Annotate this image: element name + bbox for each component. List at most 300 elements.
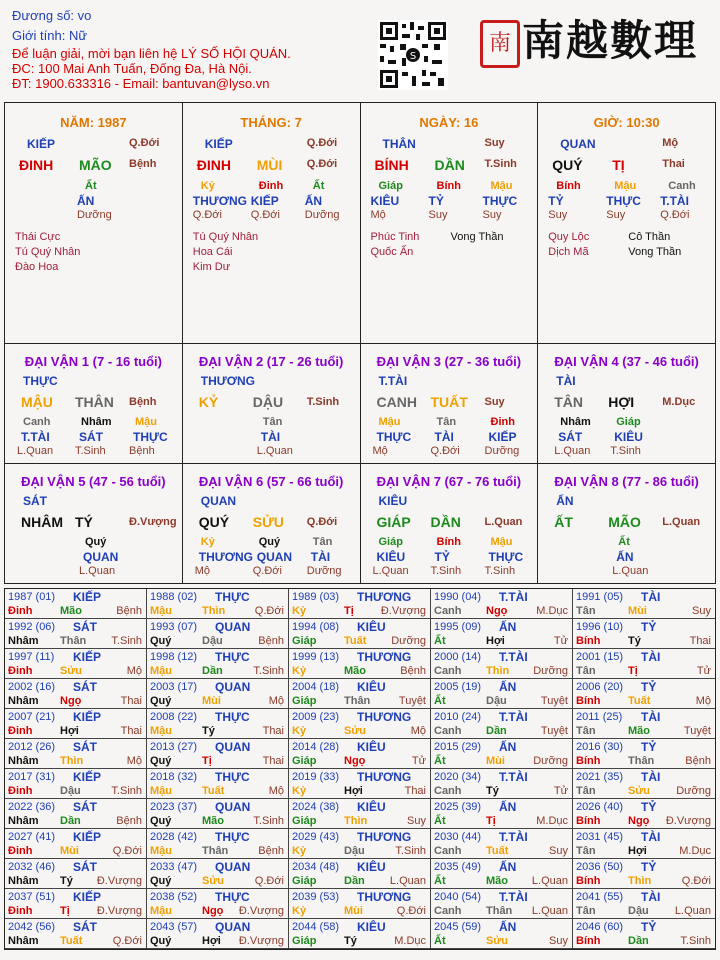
- year-stem: Đinh: [8, 665, 33, 677]
- year-stem: Ất: [434, 815, 446, 827]
- year-cell: [573, 649, 715, 679]
- year-stem: Canh: [434, 665, 462, 677]
- dai-van-hidden-relation: Q.Đới: [430, 445, 460, 457]
- year-stage: Đ.Vượng: [238, 905, 284, 917]
- year-cell: [289, 679, 431, 709]
- pillar-relation: Suy: [484, 137, 505, 149]
- hidden-thap: TỶ: [548, 194, 564, 208]
- year-stage: Q.Đới: [254, 875, 284, 887]
- year-cell: [431, 739, 573, 769]
- year-stem: Tân: [576, 905, 596, 917]
- dai-van-hidden-stem: Bính: [436, 536, 461, 548]
- dai-van-hidden-thap: THƯƠNG: [198, 550, 253, 564]
- year-label: 2024 (38): [292, 801, 340, 813]
- year-branch: Tuất: [344, 635, 367, 647]
- year-thap: ẤN: [499, 740, 517, 754]
- year-cell: [5, 619, 147, 649]
- year-label: 2000 (14): [434, 651, 482, 663]
- dai-van-1: [5, 344, 183, 463]
- year-label: 2026 (40): [576, 801, 624, 813]
- earthly-branch: MÙI: [256, 157, 283, 173]
- dai-van-hidden-relation: L.Quan: [612, 565, 649, 577]
- year-stem: Giáp: [292, 815, 317, 827]
- year-cell: [5, 799, 147, 829]
- gender-label: Giới tính:: [12, 28, 66, 43]
- dai-van-hidden-relation: Dưỡng: [306, 565, 342, 577]
- year-thap: SÁT: [73, 620, 97, 634]
- year-stage: Bệnh: [258, 635, 284, 647]
- year-stem: Quý: [150, 695, 172, 707]
- dai-van-hidden-thap: THỰC: [376, 430, 412, 444]
- year-branch: Tuất: [486, 845, 509, 857]
- year-label: 2001 (15): [576, 651, 624, 663]
- year-stem: Bính: [576, 635, 601, 647]
- year-cell: [147, 769, 289, 799]
- year-thap: KIÊU: [357, 620, 386, 634]
- year-cell: [573, 799, 715, 829]
- year-cell: [147, 589, 289, 619]
- year-cell: [147, 859, 289, 889]
- year-thap: T.TÀI: [499, 650, 528, 664]
- year-label: 1993 (07): [150, 621, 198, 633]
- year-thap: KIÊU: [357, 860, 386, 874]
- dai-van-stage: T.Sinh: [306, 396, 340, 408]
- year-thap: TỶ: [641, 620, 657, 634]
- year-thap: QUAN: [215, 620, 251, 634]
- year-branch: Mùi: [60, 845, 79, 857]
- dai-van-stem: MẬU: [21, 394, 53, 410]
- hidden-thap: ẤN: [77, 194, 95, 208]
- dai-van-stage: Đ.Vượng: [129, 516, 177, 528]
- pillar-title: NĂM: 1987: [60, 115, 127, 130]
- year-stem: Quý: [150, 875, 172, 887]
- year-thap: ẤN: [499, 620, 517, 634]
- year-stem: Nhâm: [8, 875, 39, 887]
- year-stage: Đ.Vượng: [238, 935, 284, 947]
- year-thap: KIÊU: [357, 680, 386, 694]
- dai-van-hidden-thap: KIẾP: [488, 430, 517, 444]
- dai-van-title: ĐẠI VẬN 1 (7 - 16 tuổi): [24, 354, 162, 369]
- year-branch: Dần: [628, 935, 649, 947]
- year-cell: [5, 649, 147, 679]
- year-branch: Thân: [344, 695, 371, 707]
- year-branch: Hợi: [202, 935, 221, 947]
- dai-van-hidden-thap: TÀI: [260, 430, 281, 444]
- star-left: Thái Cực: [15, 231, 61, 243]
- year-cell: [289, 709, 431, 739]
- subject-value: vo: [77, 8, 92, 23]
- year-label: 2034 (48): [292, 861, 340, 873]
- year-stem: Kỷ: [292, 785, 307, 797]
- star-left: Đào Hoa: [15, 261, 59, 273]
- year-branch: Dần: [344, 875, 365, 887]
- hidden-relation: Mộ: [370, 209, 386, 221]
- year-label: 2028 (42): [150, 831, 198, 843]
- year-stage: M.Dục: [394, 935, 426, 947]
- year-cell: [431, 589, 573, 619]
- pillars-row: [5, 103, 715, 344]
- year-thap: KIÊU: [357, 800, 386, 814]
- dai-van-thap: THỰC: [23, 374, 58, 388]
- year-stage: T.Sinh: [680, 935, 711, 947]
- year-stem: Tân: [576, 725, 596, 737]
- year-stage: Q.Đới: [112, 935, 142, 947]
- year-label: 1987 (01): [8, 591, 56, 603]
- contact-line: Để luận giải, mời bạn liên hệ LÝ SỐ HỘI QUÁN.: [12, 46, 291, 61]
- year-cell: [431, 859, 573, 889]
- year-label: 1990 (04): [434, 591, 482, 603]
- year-label: 2043 (57): [150, 921, 198, 933]
- year-cell: [5, 739, 147, 769]
- year-stage: Mộ: [268, 785, 284, 797]
- hidden-stem: Bính: [436, 180, 461, 192]
- year-stage: Thai: [689, 635, 711, 647]
- year-thap: QUAN: [215, 800, 251, 814]
- year-stem: Canh: [434, 905, 462, 917]
- year-branch: Tuất: [202, 785, 225, 797]
- year-cell: [289, 589, 431, 619]
- year-stage: Mộ: [695, 695, 711, 707]
- year-thap: KIẾP: [73, 590, 102, 604]
- year-label: 2039 (53): [292, 891, 340, 903]
- year-stem: Kỷ: [292, 665, 307, 677]
- year-stem: Quý: [150, 755, 172, 767]
- star-left: Phúc Tinh: [370, 231, 420, 243]
- year-thap: THỰC: [215, 890, 250, 904]
- year-thap: THƯƠNG: [357, 650, 412, 664]
- year-cell: [289, 739, 431, 769]
- dai-van-title: ĐẠI VẬN 5 (47 - 56 tuổi): [21, 474, 166, 489]
- dai-van-hidden-thap: QUAN: [83, 550, 119, 564]
- year-stem: Đinh: [8, 785, 33, 797]
- hidden-stem: Bính: [556, 180, 581, 192]
- year-thap: KIÊU: [357, 920, 386, 934]
- year-cell: [147, 799, 289, 829]
- hidden-thap: KIẾP: [250, 194, 279, 208]
- year-branch: Thìn: [344, 815, 368, 827]
- year-label: 1999 (13): [292, 651, 340, 663]
- year-stage: T.Sinh: [253, 665, 284, 677]
- year-stem: Mậu: [150, 665, 172, 677]
- dai-van-thap: KIÊU: [378, 494, 408, 508]
- year-cell: [289, 829, 431, 859]
- year-branch: Dần: [202, 665, 223, 677]
- hidden-stem: Giáp: [378, 180, 403, 192]
- star-left: Quy Lộc: [548, 231, 590, 243]
- year-stage: Q.Đới: [396, 905, 426, 917]
- year-stage: T.Sinh: [111, 635, 142, 647]
- year-stage: Dưỡng: [533, 755, 568, 767]
- hidden-stem: Canh: [668, 180, 696, 192]
- year-thap: KIẾP: [73, 650, 102, 664]
- year-stage: T.Sinh: [253, 815, 284, 827]
- star-left: Quốc Ấn: [370, 246, 414, 258]
- year-label: 1994 (08): [292, 621, 340, 633]
- year-label: 1991 (05): [576, 591, 624, 603]
- year-stem: Ất: [434, 935, 446, 947]
- year-thap: TỶ: [641, 800, 657, 814]
- hidden-relation: Dưỡng: [304, 209, 340, 221]
- dai-van-stage: L.Quan: [662, 516, 701, 528]
- year-stem: Quý: [150, 935, 172, 947]
- year-stage: Thai: [404, 785, 426, 797]
- year-stage: Tử: [553, 635, 568, 647]
- dai-van-3: [361, 344, 539, 463]
- year-label: 2003 (17): [150, 681, 198, 693]
- year-stem: Mậu: [150, 905, 172, 917]
- year-stem: Kỷ: [292, 905, 307, 917]
- hidden-stem: Kỷ: [200, 180, 215, 192]
- year-label: 2004 (18): [292, 681, 340, 693]
- subject-label: Đương số:: [12, 8, 75, 23]
- year-branch: Mùi: [344, 905, 363, 917]
- year-cell: [5, 829, 147, 859]
- hidden-relation: Q.Đới: [192, 209, 222, 221]
- year-branch: Dần: [486, 725, 507, 737]
- heavenly-stem: BÍNH: [374, 157, 409, 173]
- dai-van-row-1: [5, 344, 715, 464]
- year-label: 1996 (10): [576, 621, 624, 633]
- year-label: 2038 (52): [150, 891, 198, 903]
- pillar-0: [5, 103, 183, 343]
- year-label: 2030 (44): [434, 831, 482, 843]
- hidden-relation: Suy: [548, 209, 568, 221]
- star-left: Kim Dư: [192, 261, 231, 273]
- hidden-thap: T.TÀI: [660, 194, 689, 208]
- year-branch: Tý: [486, 785, 499, 797]
- year-cell: [5, 679, 147, 709]
- pillar-relation: Q.Đới: [129, 137, 160, 149]
- year-stem: Ất: [434, 755, 446, 767]
- dai-van-hidden-relation: Mộ: [372, 445, 388, 457]
- dai-van-6: [183, 464, 361, 583]
- year-label: 2044 (58): [292, 921, 340, 933]
- year-stage: Tuyệt: [540, 695, 568, 707]
- dai-van-thap: T.TÀI: [378, 374, 408, 388]
- year-stage: Bệnh: [116, 815, 142, 827]
- year-stage: Q.Đới: [681, 875, 711, 887]
- year-cell: [289, 889, 431, 919]
- year-branch: Ngọ: [486, 605, 508, 617]
- year-label: 1998 (12): [150, 651, 198, 663]
- year-thap: KIẾP: [73, 890, 102, 904]
- year-label: 2021 (35): [576, 771, 624, 783]
- year-cell: [147, 739, 289, 769]
- dai-van-hidden-thap: TÀI: [310, 550, 331, 564]
- year-stem: Canh: [434, 785, 462, 797]
- year-thap: THƯƠNG: [357, 590, 412, 604]
- year-thap: KIẾP: [73, 770, 102, 784]
- svg-text:S: S: [409, 51, 417, 62]
- dai-van-hidden-stem: Kỷ: [200, 536, 215, 548]
- year-branch: Ngọ: [344, 755, 366, 767]
- year-stage: Đ.Vượng: [96, 875, 142, 887]
- year-cell: [5, 889, 147, 919]
- year-branch: Thìn: [486, 665, 510, 677]
- year-stage: Tuyệt: [540, 725, 568, 737]
- dai-van-hidden-relation: Bệnh: [129, 445, 155, 457]
- year-stem: Ất: [434, 695, 446, 707]
- year-stage: Mộ: [268, 695, 284, 707]
- qr-code-icon: [378, 20, 448, 90]
- year-thap: SÁT: [73, 920, 97, 934]
- year-label: 2014 (28): [292, 741, 340, 753]
- star-left: Dịch Mã: [548, 246, 589, 258]
- year-branch: Thân: [486, 905, 513, 917]
- year-stage: Bệnh: [116, 605, 142, 617]
- dai-van-hidden-stem: Đinh: [490, 416, 515, 428]
- year-label: 1988 (02): [150, 591, 198, 603]
- dai-van-hidden-relation: Q.Đới: [252, 565, 282, 577]
- pillar-stage: Bệnh: [129, 158, 157, 170]
- dai-van-stem: TÂN: [554, 394, 584, 410]
- dai-van-hidden-thap: SÁT: [558, 430, 583, 444]
- year-stem: Đinh: [8, 905, 33, 917]
- year-branch: Thìn: [628, 875, 652, 887]
- year-thap: ẤN: [499, 860, 517, 874]
- dai-van-hidden-thap: TỶ: [434, 550, 450, 564]
- year-thap: TÀI: [641, 770, 661, 784]
- year-cell: [5, 709, 147, 739]
- year-stem: Bính: [576, 755, 601, 767]
- star-left: Hoa Cái: [192, 246, 233, 258]
- hidden-thap: KIÊU: [370, 194, 400, 208]
- gender-value: Nữ: [68, 28, 88, 43]
- year-branch: Mão: [202, 815, 224, 827]
- year-stage: Dưỡng: [391, 635, 426, 647]
- year-thap: TỶ: [641, 680, 657, 694]
- year-label: 2035 (49): [434, 861, 482, 873]
- year-stem: Giáp: [292, 875, 317, 887]
- year-stem: Nhâm: [8, 815, 39, 827]
- year-cell: [147, 679, 289, 709]
- pillar-1: [183, 103, 361, 343]
- dai-van-stage: Q.Đới: [306, 516, 338, 528]
- hidden-stem: Đinh: [258, 180, 284, 192]
- year-cell: [5, 589, 147, 619]
- year-cell: [147, 709, 289, 739]
- year-label: 2013 (27): [150, 741, 198, 753]
- year-stem: Bính: [576, 935, 601, 947]
- year-stem: Mậu: [150, 785, 172, 797]
- dai-van-stem: KỶ: [198, 394, 219, 410]
- year-thap: QUAN: [215, 920, 251, 934]
- dai-van-hidden-relation: T.Sinh: [430, 565, 462, 577]
- year-thap: THỰC: [215, 710, 250, 724]
- dai-van-stage: L.Quan: [484, 516, 523, 528]
- year-thap: KIẾP: [73, 830, 102, 844]
- year-thap: TÀI: [641, 890, 661, 904]
- year-cell: [289, 769, 431, 799]
- year-branch: Hợi: [60, 725, 79, 737]
- dai-van-hidden-relation: T.Sinh: [610, 445, 641, 457]
- dai-van-title: ĐẠI VẬN 8 (77 - 86 tuổi): [554, 474, 699, 489]
- year-stage: L.Quan: [531, 905, 568, 917]
- year-cell: [573, 919, 715, 949]
- year-branch: Mão: [628, 725, 650, 737]
- dai-van-hidden-stem: Mậu: [490, 536, 513, 548]
- year-cell: [147, 889, 289, 919]
- dai-van-hidden-relation: L.Quan: [79, 565, 116, 577]
- year-label: 2031 (45): [576, 831, 624, 843]
- year-cell: [5, 769, 147, 799]
- pillar-title: GIỜ: 10:30: [593, 115, 660, 130]
- dai-van-hidden-thap: QUAN: [256, 550, 293, 564]
- dai-van-hidden-thap: THỰC: [133, 430, 168, 444]
- year-stem: Ất: [434, 635, 446, 647]
- year-branch: Dậu: [486, 695, 507, 707]
- dai-van-hidden-thap: T.TÀI: [21, 430, 50, 444]
- year-cell: [573, 589, 715, 619]
- year-stem: Tân: [576, 605, 596, 617]
- year-label: 2037 (51): [8, 891, 56, 903]
- dai-van-8: [538, 464, 715, 583]
- year-branch: Ngọ: [628, 815, 650, 827]
- year-stage: Bệnh: [400, 665, 426, 677]
- year-stage: L.Quan: [389, 875, 426, 887]
- year-thap: ẤN: [499, 920, 517, 934]
- year-cell: [431, 619, 573, 649]
- year-thap: TÀI: [641, 650, 661, 664]
- year-cell: [431, 649, 573, 679]
- earthly-branch: MÃO: [79, 157, 112, 173]
- dai-van-hidden-relation: Dưỡng: [484, 445, 520, 457]
- year-branch: Hợi: [486, 635, 505, 647]
- year-thap: T.TÀI: [499, 710, 528, 724]
- year-stage: Thai: [120, 725, 142, 737]
- year-thap: SÁT: [73, 680, 97, 694]
- pillar-stage: Thai: [662, 158, 685, 170]
- pillar-3: [538, 103, 715, 343]
- year-stem: Ất: [434, 875, 446, 887]
- year-cell: [573, 859, 715, 889]
- header: [12, 8, 291, 91]
- dai-van-hidden-thap: KIÊU: [614, 430, 643, 444]
- pillar-2: [361, 103, 539, 343]
- year-stem: Kỷ: [292, 725, 307, 737]
- year-cell: [431, 829, 573, 859]
- hidden-stem: Mậu: [490, 180, 513, 192]
- year-branch: Tị: [628, 665, 638, 677]
- year-label: 2020 (34): [434, 771, 482, 783]
- year-thap: THƯƠNG: [357, 830, 412, 844]
- year-branch: Hợi: [628, 845, 647, 857]
- year-stage: Q.Đới: [254, 605, 284, 617]
- year-cell: [573, 679, 715, 709]
- dai-van-stem: CANH: [376, 394, 417, 410]
- year-stage: T.Sinh: [111, 785, 142, 797]
- year-stem: Nhâm: [8, 935, 39, 947]
- year-stage: T.Sinh: [395, 845, 426, 857]
- year-cell: [431, 919, 573, 949]
- dai-van-4: [538, 344, 715, 463]
- year-stage: M.Dục: [536, 605, 568, 617]
- dai-van-5: [5, 464, 183, 583]
- year-stage: Đ.Vượng: [665, 815, 711, 827]
- pillar-thap: KIẾP: [27, 137, 56, 151]
- year-stage: M.Dục: [679, 845, 711, 857]
- year-label: 2019 (33): [292, 771, 340, 783]
- year-thap: THỰC: [215, 830, 250, 844]
- pillar-title: NGÀY: 16: [419, 115, 479, 130]
- year-thap: T.TÀI: [499, 590, 528, 604]
- year-stage: Bệnh: [685, 755, 711, 767]
- year-stem: Mậu: [150, 845, 172, 857]
- year-stem: Tân: [576, 665, 596, 677]
- address-line: ĐC: 100 Mai Anh Tuấn, Đống Đa, Hà Nội.: [12, 61, 252, 76]
- year-thap: TỶ: [641, 860, 657, 874]
- year-label: 2025 (39): [434, 801, 482, 813]
